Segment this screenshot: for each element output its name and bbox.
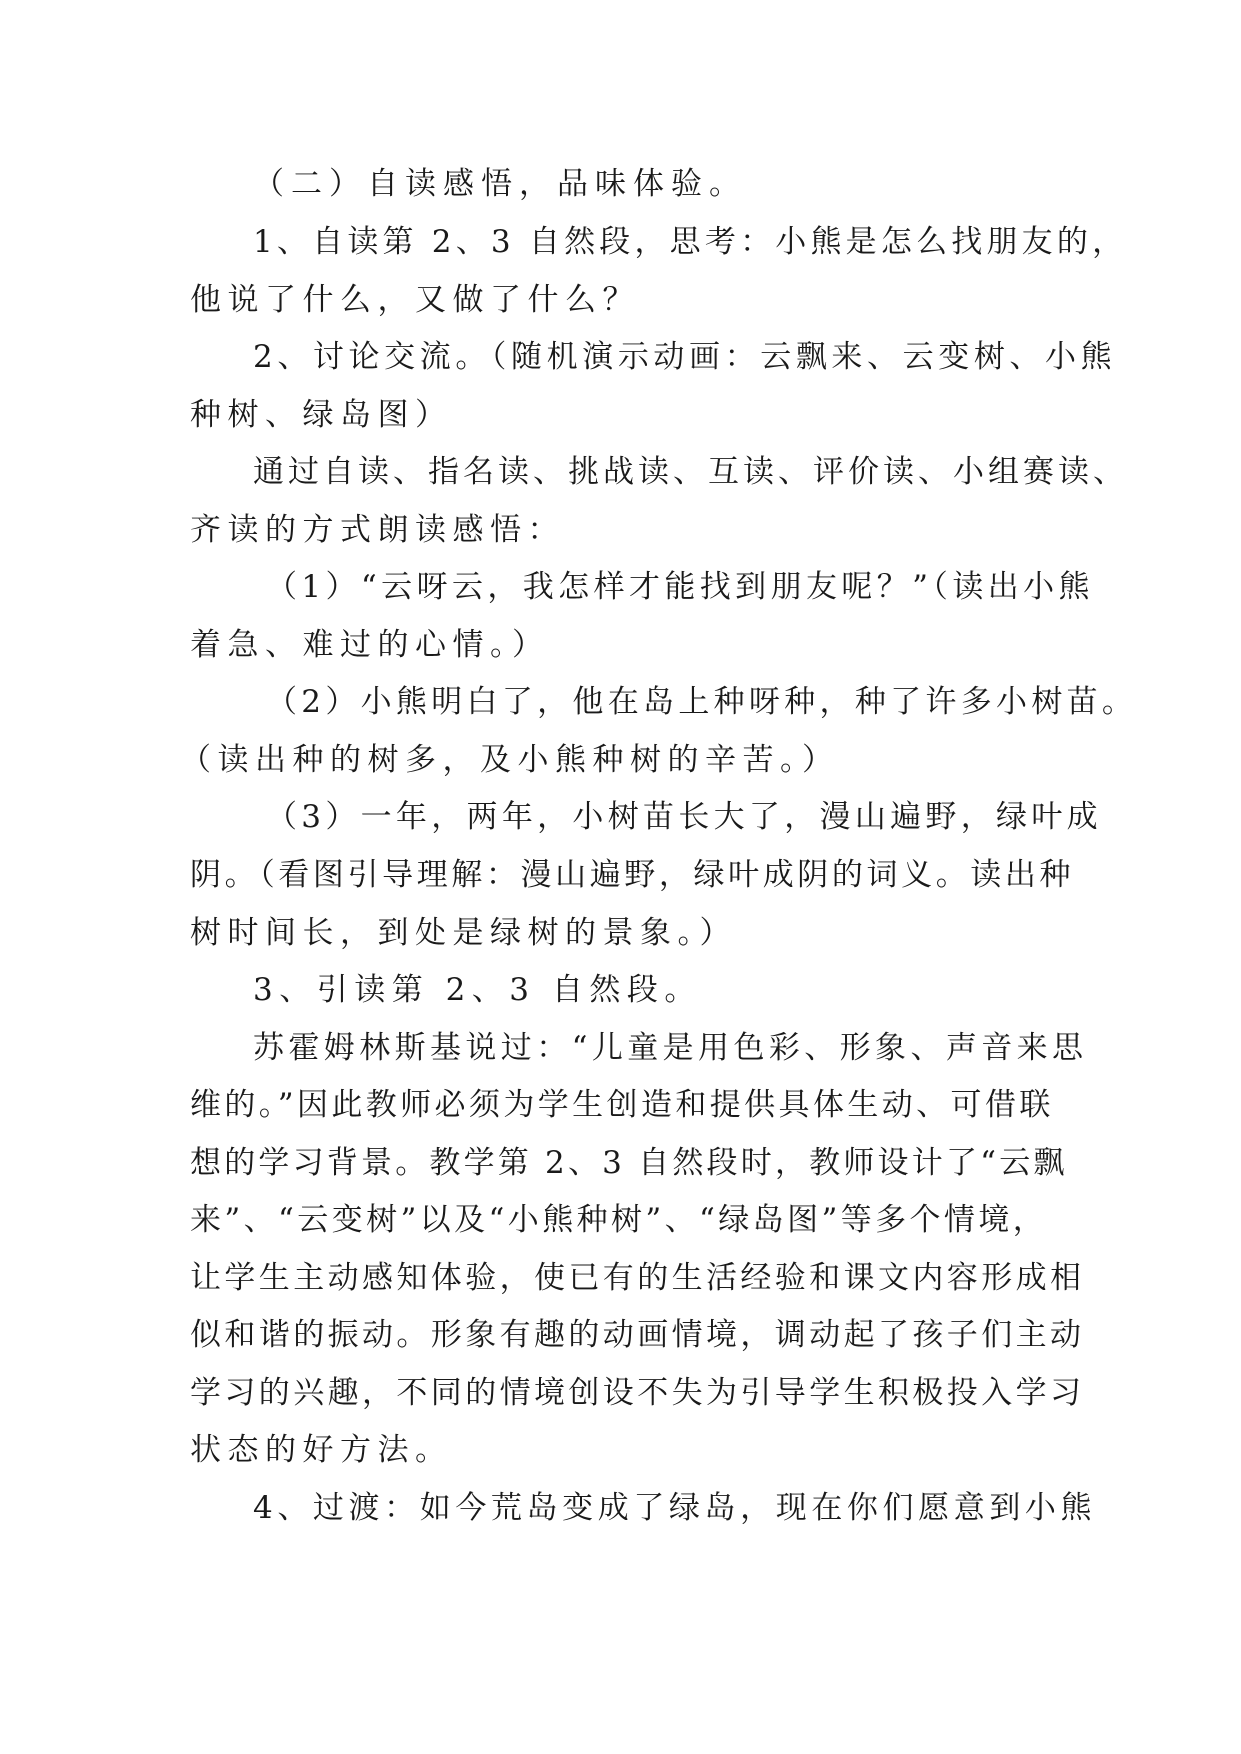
paragraph-line: 阴。（看图引导理解：漫山遍野，绿叶成阴的词义。读出种 (190, 857, 1075, 893)
paragraph-line: 来”、“云变树”以及“小熊种树”、“绿岛图”等多个情境， (190, 1202, 1048, 1238)
section-heading: （二）自读感悟，品味体验。 (253, 166, 747, 202)
paragraph-line: （1）“云呀云，我怎样才能找到朋友呢？”（读出小熊 (266, 569, 1094, 605)
paragraph-line: 树时间长，到处是绿树的景象。） (190, 915, 737, 951)
paragraph-line: 似和谐的振动。形象有趣的动画情境，调动起了孩子们主动 (190, 1317, 1085, 1353)
paragraph-line: 2、讨论交流。（随机演示动画：云飘来、云变树、小熊 (253, 339, 1117, 375)
paragraph-line: 着急、难过的心情。） (190, 627, 550, 663)
paragraph-line: 4、过渡：如今荒岛变成了绿岛，现在你们愿意到小熊 (253, 1490, 1097, 1526)
paragraph-line: 让学生主动感知体验，使已有的生活经验和课文内容形成相 (190, 1260, 1085, 1296)
paragraph-line: 种树、绿岛图） (190, 397, 453, 433)
paragraph-line: 齐读的方式朗读感悟： (190, 512, 565, 548)
paragraph-line: （3）一年，两年，小树苗长大了，漫山遍野，绿叶成 (266, 799, 1102, 835)
paragraph-line: 苏霍姆林斯基说过：“儿童是用色彩、形象、声音来思 (253, 1030, 1088, 1066)
paragraph-line: 学习的兴趣，不同的情境创设不失为引导学生积极投入学习 (190, 1375, 1085, 1411)
paragraph-line: 维的。”因此教师必须为学生创造和提供具体生动、可借联 (190, 1087, 1054, 1123)
paragraph-line: （2）小熊明白了，他在岛上种呀种，种了许多小树苗。 (266, 684, 1138, 720)
paragraph-line: （读出种的树多，及小熊种树的辛苦。） (180, 742, 840, 778)
paragraph-line: 想的学习背景。教学第 2、3 自然段时，教师设计了“云飘 (190, 1145, 1068, 1181)
paragraph-line: 通过自读、指名读、挑战读、互读、评价读、小组赛读、 (253, 454, 1128, 490)
paragraph-line: 3、引读第 2、3 自然段。 (253, 972, 702, 1008)
paragraph-line: 他说了什么，又做了什么？ (190, 282, 640, 318)
paragraph-line: 1、自读第 2、3 自然段，思考：小熊是怎么找朋友的， (253, 224, 1128, 260)
paragraph-line: 状态的好方法。 (190, 1432, 453, 1468)
